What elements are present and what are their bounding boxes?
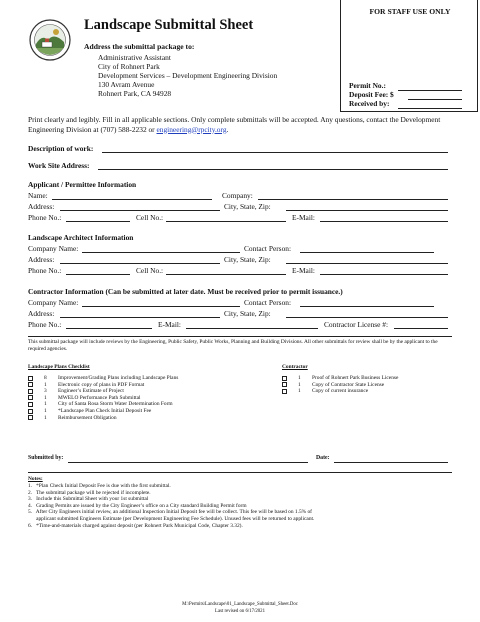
permit-no-field[interactable] bbox=[349, 81, 386, 90]
contractor-address-field[interactable] bbox=[60, 317, 220, 318]
applicant-name-field[interactable] bbox=[52, 199, 212, 200]
permit-no-line bbox=[398, 90, 462, 91]
contractor-company-label: Company Name: bbox=[28, 298, 79, 307]
note-item: 5. After City Engineers initial review, an additional Inspection Initial Deposit fee will be collect. This fee will be based on 1.5% of bbox=[28, 509, 312, 516]
address-line: Development Services – Development Engineering Division bbox=[98, 71, 278, 80]
architect-phone-label: Phone No.: bbox=[28, 266, 62, 275]
checklist-item-text: Copy of current insurance bbox=[312, 388, 369, 395]
checkbox[interactable] bbox=[282, 382, 287, 387]
contractor-checklist-heading: Contractor bbox=[282, 364, 308, 370]
divider bbox=[28, 472, 452, 473]
quantity: 3 bbox=[44, 388, 47, 395]
footer-revised: Last revised on 6/17/2021 bbox=[215, 609, 265, 614]
architect-email-field[interactable] bbox=[320, 274, 448, 275]
checkbox[interactable] bbox=[28, 389, 33, 394]
city-seal-logo bbox=[28, 18, 72, 62]
checkbox[interactable] bbox=[282, 376, 287, 381]
quantity: 1 bbox=[44, 394, 47, 401]
contractor-phone-field[interactable] bbox=[66, 328, 152, 329]
quantity: 1 bbox=[44, 408, 47, 414]
architect-phone-field[interactable] bbox=[66, 274, 130, 275]
applicant-email-label: E-Mail: bbox=[292, 213, 315, 222]
architect-email-label: E-Mail: bbox=[292, 266, 315, 275]
contractor-contact-label: Contact Person: bbox=[244, 298, 292, 307]
divider bbox=[28, 336, 452, 337]
quantity: 1 bbox=[44, 401, 47, 408]
description-of-work-field[interactable] bbox=[102, 152, 448, 153]
checkbox[interactable] bbox=[28, 382, 33, 387]
checklist-item-text: MWELO Performance Path Submittal bbox=[58, 394, 141, 401]
checklist-item-text: Electronic copy of plans in PDF Format bbox=[58, 381, 145, 388]
checkbox[interactable] bbox=[282, 389, 287, 394]
date-field[interactable] bbox=[334, 462, 448, 463]
quantity: 8 bbox=[44, 375, 47, 381]
permit-no-label: Permit No.: bbox=[349, 81, 386, 90]
staff-use-box bbox=[340, 0, 478, 112]
checkbox[interactable] bbox=[28, 409, 33, 414]
contractor-phone-label: Phone No.: bbox=[28, 320, 62, 329]
contractor-contact-field[interactable] bbox=[300, 306, 434, 307]
contractor-email-label: E-Mail: bbox=[158, 320, 181, 329]
quantity: 1 bbox=[298, 375, 301, 381]
architect-heading: Landscape Architect Information bbox=[28, 233, 134, 242]
address-line: Rohnert Park, CA 94928 bbox=[98, 89, 172, 98]
note-item: 2. The submittal package will be rejected if incomplete. bbox=[28, 489, 151, 496]
applicant-city-label: City, State, Zip: bbox=[224, 202, 271, 211]
architect-contact-field[interactable] bbox=[300, 252, 434, 253]
note-item: applicant submitted Engineers Estimate (per Development Engineering Fee Schedule). Unused fees will be returned to applicant. bbox=[28, 515, 315, 522]
checklist-item bbox=[282, 375, 480, 382]
footer-path: M:\Permits\Landscape\01_Landscape_Submittal_Sheet.Doc bbox=[182, 602, 298, 607]
form-title: Landscape Submittal Sheet bbox=[84, 17, 254, 33]
applicant-company-field[interactable] bbox=[258, 199, 448, 200]
intro-end: . bbox=[226, 124, 229, 134]
checklist-item-text: Reimbursement Obligation bbox=[58, 414, 117, 421]
checkbox[interactable] bbox=[28, 402, 33, 407]
intro-paragraph bbox=[28, 115, 468, 134]
note-item: 4. Grading Permits are issued by the City Engineer’s office on a City standard Building Permit form bbox=[28, 502, 247, 509]
applicant-cell-field[interactable] bbox=[166, 221, 286, 222]
engineering-email-link[interactable]: engineering@rpcity.org bbox=[156, 124, 227, 134]
checkbox[interactable] bbox=[28, 376, 33, 381]
submitted-by-field[interactable] bbox=[68, 462, 308, 463]
work-site-address-field[interactable] bbox=[98, 169, 448, 170]
applicant-email-field[interactable] bbox=[320, 221, 448, 222]
note-item: 6. *Time-and-materials charged against deposit (per Rohnert Park Municipal Code, Chapter 3.32). bbox=[28, 522, 243, 529]
notes-list bbox=[28, 483, 458, 529]
applicant-address-field[interactable] bbox=[60, 210, 220, 211]
architect-company-field[interactable] bbox=[82, 252, 240, 253]
landscape-checklist-heading: Landscape Plans Checklist bbox=[28, 364, 90, 370]
checklist-item bbox=[28, 408, 268, 415]
contractor-license-label: Contractor License #: bbox=[324, 320, 389, 329]
address-line: 130 Avram Avenue bbox=[98, 80, 155, 89]
address-line: Administrative Assistant bbox=[98, 53, 171, 62]
submitted-by-label: Submitted by: bbox=[28, 455, 64, 461]
quantity: 1 bbox=[298, 388, 301, 395]
received-by-label: Received by: bbox=[349, 99, 390, 108]
checklist-item bbox=[282, 388, 480, 395]
received-by-line bbox=[398, 108, 462, 109]
deposit-fee-label: Deposit Fee: $ bbox=[349, 90, 394, 99]
architect-city-label: City, State, Zip: bbox=[224, 255, 271, 264]
architect-cell-label: Cell No.: bbox=[136, 266, 164, 275]
description-of-work-label: Description of work: bbox=[28, 144, 94, 153]
deposit-fee-line bbox=[408, 99, 462, 100]
checklist-item-text: *Landscape Plan Check Initial Deposit Fee bbox=[58, 408, 152, 414]
contractor-email-field[interactable] bbox=[186, 328, 318, 329]
review-note: This submittal package will include reviews by the Engineering, Public Safety, Public Works, Planning and Building Divisions. All other submittals for review shall be by the applicant to the required agencies. bbox=[28, 339, 438, 352]
architect-city-field[interactable] bbox=[286, 263, 448, 264]
received-by-field[interactable] bbox=[349, 99, 389, 108]
applicant-phone-label: Phone No.: bbox=[28, 213, 62, 222]
notes-heading: Notes: bbox=[28, 476, 43, 482]
note-item: 1. *Plan Check Initial Deposit Fee is due with the first submittal. bbox=[28, 483, 171, 489]
checklist-item-text: Improvement/Grading Plans including Landscape Plans bbox=[58, 375, 179, 381]
contractor-heading: Contractor Information (Can be submitted at later date. Must be received prior to permit issuance.) bbox=[28, 287, 343, 296]
address-heading: Address the submittal package to: bbox=[84, 42, 195, 51]
staff-box-title: FOR STAFF USE ONLY bbox=[369, 7, 451, 16]
applicant-phone-field[interactable] bbox=[66, 221, 130, 222]
applicant-cell-label: Cell No.: bbox=[136, 213, 164, 222]
checklist-item-text: Copy of Contractor State License bbox=[312, 381, 385, 388]
checklist-item bbox=[28, 388, 268, 395]
contractor-address-label: Address: bbox=[28, 309, 55, 318]
work-site-address-label: Work Site Address: bbox=[28, 161, 90, 170]
quantity: 1 bbox=[44, 414, 47, 421]
contractor-company-field[interactable] bbox=[82, 306, 240, 307]
contractor-license-field[interactable] bbox=[394, 328, 448, 329]
deposit-fee-field[interactable] bbox=[349, 90, 394, 99]
applicant-heading: Applicant / Permittee Information bbox=[28, 180, 137, 189]
date-label: Date: bbox=[316, 455, 330, 461]
applicant-address-label: Address: bbox=[28, 202, 55, 211]
architect-contact-label: Contact Person: bbox=[244, 244, 292, 253]
architect-company-label: Company Name: bbox=[28, 244, 79, 253]
address-line: City of Rohnert Park bbox=[98, 62, 160, 71]
checklist-item bbox=[28, 375, 268, 382]
contractor-city-field[interactable] bbox=[286, 317, 448, 318]
intro-text: Print clearly and legibly. Fill in all applicable sections. Only complete submittals will be accepted. Any questions, contact the Development Engineering Division at (707) 588-2232 or bbox=[28, 115, 441, 134]
checklist-item-text: Engineer’s Estimate of Project bbox=[58, 388, 124, 395]
contractor-city-label: City, State, Zip: bbox=[224, 309, 271, 318]
architect-address-label: Address: bbox=[28, 255, 55, 264]
quantity: 1 bbox=[44, 381, 47, 388]
checklist-item bbox=[28, 401, 268, 408]
checkbox[interactable] bbox=[28, 395, 33, 400]
applicant-company-label: Company: bbox=[222, 191, 253, 200]
checklist-item bbox=[28, 415, 268, 422]
checkbox[interactable] bbox=[28, 415, 33, 420]
checklist-item-text: Proof of Rohnert Park Business License bbox=[312, 375, 399, 381]
checklist-item-text: City of Santa Rosa Storm Water Determination Form bbox=[58, 401, 173, 408]
quantity: 1 bbox=[298, 381, 301, 388]
applicant-city-field[interactable] bbox=[286, 210, 448, 211]
note-item: 3. Include this Submittal Sheet with your 1st submittal bbox=[28, 496, 149, 503]
architect-cell-field[interactable] bbox=[166, 274, 286, 275]
architect-address-field[interactable] bbox=[60, 263, 220, 264]
applicant-name-label: Name: bbox=[28, 191, 48, 200]
